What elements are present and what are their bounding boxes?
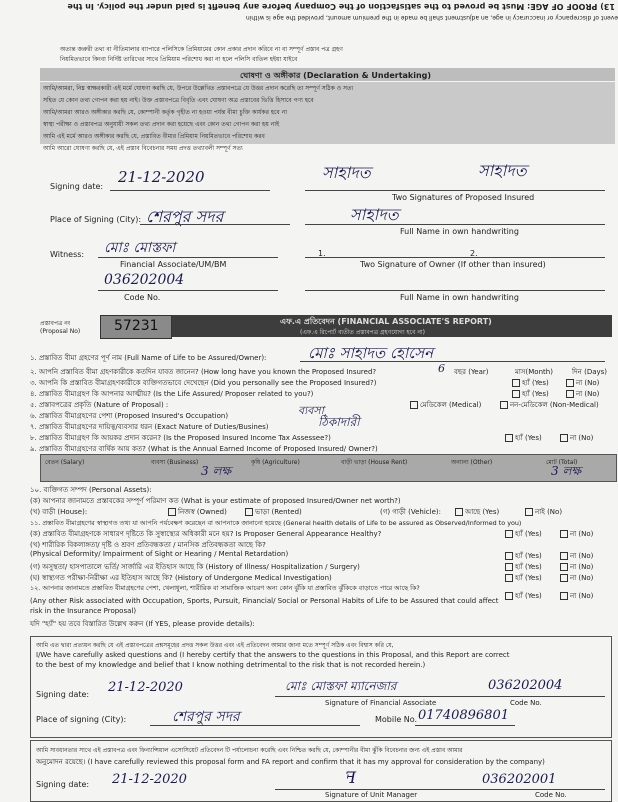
q2-years-value[interactable]: 6 bbox=[438, 362, 445, 375]
q10b-rented-label: ভাড়া (Rented) bbox=[255, 508, 302, 516]
fa-signature-line bbox=[275, 696, 605, 697]
income-business-value[interactable]: 3 লক্ষ bbox=[201, 464, 232, 478]
q7-answer[interactable]: ঠিকাদারী bbox=[318, 415, 360, 429]
q11a-no[interactable] bbox=[560, 528, 593, 540]
fa-declaration-en-1: I/We have carefully asked questions and (I hereby certify that the answers to the questions in this Proposal, and this Report are correct bbox=[36, 651, 510, 659]
question-11a: (ক) প্রস্তাবিত বীমাগ্রহণকে সাধারণ দৃষ্টিতে কি সুস্বাস্থ্যের অধিকারী মনে হয়? Is Proposer General Appearance Healthy? bbox=[30, 530, 382, 538]
owner-signature-line bbox=[305, 257, 605, 258]
q11d-no-checkbox[interactable] bbox=[560, 574, 568, 582]
mobile-value[interactable]: 01740896801 bbox=[418, 708, 509, 723]
q2-year-label: বছর (Year) bbox=[454, 368, 489, 376]
declaration-line: সহিত যে কোন তথ্য গোপন করা হয় নাই। উক্ত প্রস্তাবপত্রে বিবৃতি এবং ঘোষণা অত্র প্রস্তাবের ভিত্তি হিসাবে গণ্য হবে bbox=[43, 97, 314, 104]
witness-value[interactable]: মোঃ মোস্তফা bbox=[104, 240, 176, 256]
fa-signing-date-label: Signing date: bbox=[36, 690, 90, 699]
question-4: ৪. প্রস্তাবিত বীমাগ্রহণ কি আপনার আত্মীয়? (Is the Life Assured/ Proposer related to you?) bbox=[30, 390, 314, 398]
um-signing-date-label: Signing date: bbox=[36, 780, 90, 789]
q4-yes-label: হ্যাঁ (Yes) bbox=[522, 390, 549, 398]
q11d-yes-checkbox[interactable] bbox=[505, 574, 513, 582]
bengali-intro-line-2: নিয়মিতভাবে কিংবা নির্দিষ্ট তারিখের সাথে প্রিমিয়াম পরিশোধ করা না হলে পলিসি বাতিল হইয়া যাইবে bbox=[60, 56, 298, 63]
q11b-no-checkbox[interactable] bbox=[560, 552, 568, 560]
q11a-yes-label: হ্যাঁ (Yes) bbox=[515, 530, 542, 538]
proposal-no-value: 57231 bbox=[114, 318, 159, 334]
owner-full-name-label: Full Name in own handwriting bbox=[400, 293, 519, 302]
income-col-total: মোট (Total) bbox=[546, 459, 578, 466]
question-11c: (গ) অসুস্থতা/ হাসপাতালে ভর্তি/ সার্জারি এর ইতিহাস আছে কি (History of Illness/ Hospitalization / Surgery) bbox=[30, 563, 360, 571]
declaration-body bbox=[40, 82, 615, 152]
q10c-no-checkbox[interactable] bbox=[525, 508, 533, 516]
q11c-no-label: না (No) bbox=[570, 563, 594, 571]
q11b-yes-checkbox[interactable] bbox=[505, 552, 513, 560]
q10c-yes[interactable] bbox=[455, 506, 499, 518]
q3-yes-checkbox[interactable] bbox=[512, 379, 520, 387]
two-signatures-owner-label: Two Signature of Owner (If other than insured) bbox=[360, 260, 546, 269]
place-of-signing-line bbox=[140, 224, 290, 225]
fa-code-value[interactable]: 036202004 bbox=[104, 272, 185, 288]
um-signature-mark[interactable]: ꟻ bbox=[345, 768, 357, 787]
question-11: ১১. প্রস্তাবিত বীমাগ্রহণের স্বাস্থ্যগত তথ্য যা আপনি পর্যবেক্ষণ করেছেন বা আপনাকে জানানো হয়েছে (General health details of Life to be assured as Observed/Informed to you) bbox=[30, 519, 522, 527]
question-11d: (ঘ) স্বাস্থ্যগত পরীক্ষা-নিরীক্ষা এর ইতিহাস আছে কি? (History of Undergone Medical Investigation) bbox=[30, 574, 332, 582]
fa-signature-label: Signature of Financial Associate bbox=[325, 699, 437, 707]
witness-label: Witness: bbox=[50, 250, 85, 259]
fa-report-subtitle: (এফ.এ রিপোর্ট ব্যতীত প্রস্তাবপত্র গ্রহণযোগ্য হবে না) bbox=[300, 329, 425, 336]
um-signature-line bbox=[275, 789, 605, 790]
insured-signature-1[interactable]: সাহাদত bbox=[322, 163, 371, 182]
question-5: ৫. প্রস্তাবপত্রের প্রকৃতি (Nature of Proposal) : bbox=[30, 401, 169, 409]
q10b-owned-checkbox[interactable] bbox=[168, 508, 176, 516]
um-declaration-en: অনুমোদন রয়েছে। (I have carefully reviewed this proposal form and FA report and confirm that it has my approval for consideration by the company) bbox=[36, 758, 545, 766]
q12-no-label: না (No) bbox=[570, 592, 594, 600]
insured-full-name[interactable]: সাহাদত bbox=[350, 205, 399, 224]
question-10b: (খ) বাড়ী (House): bbox=[30, 508, 88, 516]
q11a-yes[interactable] bbox=[505, 528, 542, 540]
insured-signature-2[interactable]: সাহাদত bbox=[478, 161, 527, 180]
question-1: ১. প্রস্তাবিত বীমা গ্রহণের পূর্ণ নাম (Full Name of Life to be Assured/Owner): bbox=[30, 354, 267, 362]
place-of-signing-label: Place of Signing (City): bbox=[50, 215, 142, 224]
fa-code-line bbox=[98, 290, 278, 291]
q4-no-checkbox[interactable] bbox=[566, 390, 574, 398]
q12-yes-label: হ্যাঁ (Yes) bbox=[515, 592, 542, 600]
um-signing-date-value[interactable]: 21-12-2020 bbox=[112, 772, 187, 787]
fa-place-line bbox=[150, 725, 360, 726]
income-col-other: অন্যান্য (Other) bbox=[451, 459, 493, 466]
um-code-value[interactable]: 036202001 bbox=[482, 772, 557, 787]
q11a-no-label: না (No) bbox=[570, 530, 594, 538]
mobile-line bbox=[415, 725, 515, 726]
bengali-intro-line-1: অত্যন্ত জরুরী তথ্য বা নীতিমালার ব্যাপারে পলিসিকে প্রিমিয়ামের কোন প্রকার প্রদান করিবে না বা সম্পূর্ণ প্রস্তাব পত্র গ্রহণ bbox=[60, 46, 343, 53]
income-total-value[interactable]: 3 লক্ষ bbox=[551, 464, 582, 478]
q2-month-label: মাস(Month) bbox=[515, 368, 553, 376]
question-10a: (ক) আপনার জানামতে প্রস্তাবকের সম্পূর্ণ পরিমাণ কত (What is your estimate of proposed Insured/Owner net worth?) bbox=[30, 497, 401, 505]
fa-report-title: এফ.এ প্রতিবেদন (FINANCIAL ASSOCIATE'S REPORT) bbox=[280, 317, 492, 326]
q8-yes-checkbox[interactable] bbox=[505, 434, 513, 442]
insured-full-name-line bbox=[305, 224, 605, 225]
q2-days-label: দিন (Days) bbox=[572, 368, 608, 376]
question-2: ২. আপনি প্রস্তাবিত বীমা গ্রহণকারীকে কতদিন যাবত জানেন? (How long have you known the Proposed Insured? bbox=[30, 368, 377, 376]
question-12-en-1: (Any other Risk associated with Occupation, Sports, Pursuit, Financial/ Social or Personal Habits of Life to be Assured that could affect bbox=[30, 597, 499, 605]
fa-signing-date-value[interactable]: 21-12-2020 bbox=[108, 680, 183, 695]
question-11b: (খ) শারীরিক বিকলাঙ্গতা/ দৃষ্টি ও শ্রবণ প্রতিবন্ধকতা / মানসিক প্রতিবন্ধকতা আছে কি? bbox=[30, 541, 266, 549]
q10b-rented-checkbox[interactable] bbox=[245, 508, 253, 516]
q1-answer-line bbox=[300, 361, 605, 362]
q11d-no-label: না (No) bbox=[570, 574, 594, 582]
code-no-label: Code No. bbox=[124, 293, 161, 302]
q11c-yes-checkbox[interactable] bbox=[505, 563, 513, 571]
income-col-salary: বেতন (Salary) bbox=[45, 459, 85, 466]
q12-no-checkbox[interactable] bbox=[560, 592, 568, 600]
q10c-label: (গ) গাড়ী (Vehicle): bbox=[380, 508, 441, 516]
witness-line bbox=[98, 257, 278, 258]
question-9: ৯. প্রস্তাবিত বীমাগ্রহণের বার্ষিক আয় কত? (What is the Annual Earned Income of Proposed Insured/ Owner?) bbox=[30, 445, 378, 453]
um-code-label: Code No. bbox=[535, 791, 567, 799]
owner-full-name-line bbox=[305, 290, 605, 291]
q10c-yes-checkbox[interactable] bbox=[455, 508, 463, 516]
q8-no-label: না (No) bbox=[570, 434, 594, 442]
q8-no-checkbox[interactable] bbox=[560, 434, 568, 442]
declaration-line: স্বাস্থ্য পরীক্ষা ও প্রস্তাবপত্র অনুযায়ী সকল তথ্য প্রদান করা হয়েছে এবং কোন তথ্য গোপন করা হয় নাই bbox=[43, 121, 280, 128]
q10b-owned[interactable] bbox=[168, 506, 227, 518]
q5-medical-checkbox[interactable] bbox=[410, 401, 418, 409]
q11b-yes-label: হ্যাঁ (Yes) bbox=[515, 552, 542, 560]
question-12-if-yes: যদি "হ্যাঁ" হয় তবে বিস্তারিত উল্লেখ করুন (If YES, please provide details): bbox=[30, 620, 255, 628]
place-of-signing-value[interactable]: শেরপুর সদর bbox=[146, 207, 224, 226]
q11c-yes-label: হ্যাঁ (Yes) bbox=[515, 563, 542, 571]
signing-date-line bbox=[110, 190, 270, 191]
full-name-label: Full Name in own handwriting bbox=[400, 227, 519, 236]
question-10: ১০. ব্যক্তিগত সম্পদ (Personal Assets): bbox=[30, 486, 152, 494]
q11a-yes-checkbox[interactable] bbox=[505, 530, 513, 538]
question-7: ৭. প্রস্তাবিত বীমাগ্রহণের দায়িত্ব/ব্যবসার ধরন (Exact Nature of Duties/Busines) bbox=[30, 423, 269, 431]
question-11b-en: (Physical Deformity/ Impairment of Sight or Hearing / Mental Retardation) bbox=[30, 550, 289, 558]
q4-no-label: না (No) bbox=[576, 390, 600, 398]
um-signature-label: Signature of Unit Manager bbox=[325, 791, 418, 799]
q4-yes-checkbox[interactable] bbox=[512, 390, 520, 398]
insured-signature-line bbox=[305, 190, 605, 191]
fa-um-bm-label: Financial Associate/UM/BM bbox=[120, 260, 227, 269]
question-8: ৮. প্রস্তাবিত বীমাগ্রহণ কি আয়কর প্রদান করেন? (Is the Proposed Insured Income Tax Assessee?) bbox=[30, 434, 331, 442]
declaration-line: আমি আরো ঘোষণা করছি যে, এই প্রস্তাব বিবেচনার সময় প্রদত্ত তথ্যাবলী সম্পূর্ণ সত্য bbox=[43, 145, 243, 152]
fa-signature[interactable]: মোঃ মোস্তফা ম্যানেজার bbox=[285, 679, 397, 693]
proposal-no-label: (Proposal No) bbox=[40, 328, 81, 335]
q3-no-label: না (No) bbox=[576, 379, 600, 387]
owner-sig-num-1: 1. bbox=[318, 249, 326, 258]
owner-sig-num-2: 2. bbox=[470, 249, 478, 258]
q3-yes-label: হ্যাঁ (Yes) bbox=[522, 379, 549, 387]
fa-declaration-en-2: to the best of my knowledge and belief that I know nothing detrimental to the risk that is not recorded herein.) bbox=[36, 661, 426, 669]
declaration-title: ঘোষণা ও অঙ্গীকার (Declaration & Undertaking) bbox=[240, 71, 432, 80]
um-declaration-bn: আমি সাবধানতার সাথে এই প্রস্তাবপত্র এবং ফিন্যান্সিয়াল এসোসিয়েট প্রতিবেদন টি পর্যালোচনা করেছি এবং নিশ্চিত করছি যে, কোম্পানীর বীমা ঝুঁকি বিবেচনার জন্য এই প্রস্তাব আমার bbox=[36, 747, 463, 754]
q5-medical-label: মেডিকেল (Medical) bbox=[420, 401, 482, 409]
proof-of-age-clause: 13) PROOF OF AGE: Must be proved to the satisfaction of the Company before any benefit is paid under the policy. In the bbox=[67, 2, 615, 11]
q12-no[interactable] bbox=[560, 590, 593, 602]
fa-place-value[interactable]: শেরপুর সদর bbox=[172, 709, 240, 725]
signing-date-label: Signing date: bbox=[50, 182, 104, 191]
q10c-yes-label: আছে (Yes) bbox=[465, 508, 500, 516]
question-12-en-2: risk in the Insurance Proposal) bbox=[30, 607, 137, 615]
proposal-no-label-bn: প্রস্তাবপত্র নং bbox=[40, 320, 71, 327]
q10b-rented[interactable] bbox=[245, 506, 302, 518]
q8-yes-label: হ্যাঁ (Yes) bbox=[515, 434, 542, 442]
income-col-house-rent: বাড়ী ভাড়া (House Rent) bbox=[341, 459, 408, 466]
q12-yes[interactable] bbox=[505, 590, 542, 602]
right-edge-clause: event of discrepancy or inaccuracy in age, an adjustment shall be made in the premium amount, provided the age is within bbox=[245, 14, 618, 21]
q3-no-checkbox[interactable] bbox=[566, 379, 574, 387]
q12-yes-checkbox[interactable] bbox=[505, 592, 513, 600]
q11b-no-label: না (No) bbox=[570, 552, 594, 560]
income-col-business: ব্যবসা (Business) bbox=[151, 459, 199, 466]
declaration-line: আমি/আমরা আরও অঙ্গীকার করছি যে, কোম্পানী কর্তৃক গৃহীত না হওয়া পর্যন্ত বীমা চুক্তি কার্যকর হবে না bbox=[43, 109, 287, 116]
fa-code-label: Code No. bbox=[510, 699, 542, 707]
income-table bbox=[40, 454, 617, 482]
question-6: ৬. প্রস্তাবিত বীমাগ্রহণের পেশা (Proposed Insured's Occupation) bbox=[30, 412, 229, 420]
q10c-no-label: নাই (No) bbox=[535, 508, 563, 516]
q5-nonmedical-checkbox[interactable] bbox=[500, 401, 508, 409]
signing-date-value[interactable]: 21-12-2020 bbox=[118, 168, 205, 186]
question-3: ৩. আপনি কি প্রস্তাবিত বীমাগ্রহণকারীকে ব্যক্তিগতভাবে দেখেছেন (Did you personally see the Proposed Insured?) bbox=[30, 379, 377, 387]
q5-nonmedical-label: নন-মেডিকেল (Non-Medical) bbox=[510, 401, 599, 409]
q11d-yes-label: হ্যাঁ (Yes) bbox=[515, 574, 542, 582]
income-col-agriculture: কৃষি (Agriculture) bbox=[251, 459, 300, 466]
fa-declaration-bn: আমি এত দ্বারা প্রত্যয়ন করছি যে এই প্রস্তাবপত্রের প্রশ্নসমূহের প্রদত্ত সকল উত্তর এবং এই প্রতিবেদন আমার জানা মতে সম্পূর্ণ সঠিক এবং বিশ্বাস করি যে, bbox=[36, 642, 394, 649]
mobile-label: Mobile No. bbox=[375, 715, 418, 724]
fa-place-label: Place of signing (City): bbox=[36, 715, 127, 724]
two-signatures-insured-label: Two Signatures of Proposed Insured bbox=[392, 193, 535, 202]
q10c-no[interactable] bbox=[525, 506, 562, 518]
question-1-answer[interactable]: মোঃ সাহাদত হোসেন bbox=[308, 344, 434, 362]
q6-answer[interactable]: ব্যবসা bbox=[298, 404, 324, 417]
declaration-line: আমি/আমরা, নিম্ন স্বাক্ষরকারী এই মর্মে ঘোষণা করছি যে, উপরে উল্লেখিত প্রস্তাবপত্রে যে উত্তর প্রদান করেছি তা সম্পূর্ণ সঠিক ও সত্য bbox=[43, 85, 354, 92]
q11c-no-checkbox[interactable] bbox=[560, 563, 568, 571]
declaration-line: আমি এই মর্মে আরও অঙ্গীকার করছি যে, প্রস্তাবিত বীমার প্রিমিয়াম নিয়মিতভাবে পরিশোধ করব bbox=[43, 133, 265, 140]
question-12: ১২. আপনার জানামতে প্রস্তাবিত বীমাগ্রহণের পেশা, খেলাধুলা, শারীরিক বা সামাজিক আচরণ অন্য কোন ঝুঁকি যা প্রস্তাবিত ঝুঁকিকে বাড়াতে পারে আছে কি? bbox=[30, 584, 420, 592]
fa-code-value-2[interactable]: 036202004 bbox=[488, 678, 563, 693]
q10b-owned-label: নিজস্ব (Owned) bbox=[178, 508, 227, 516]
q11a-no-checkbox[interactable] bbox=[560, 530, 568, 538]
